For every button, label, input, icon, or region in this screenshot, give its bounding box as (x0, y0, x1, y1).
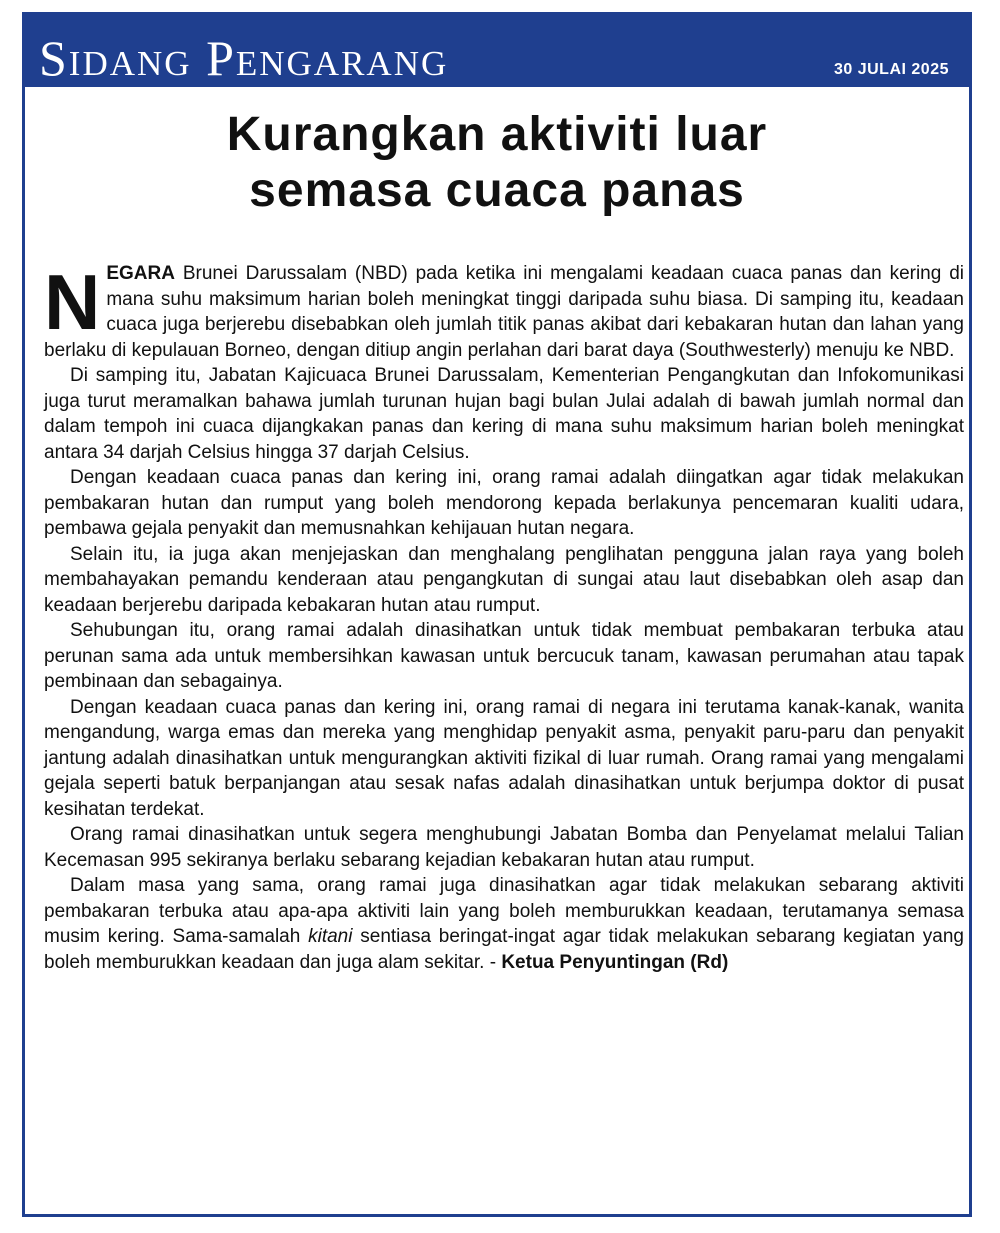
editorial-frame (22, 12, 972, 1217)
paragraph-1 (44, 258, 964, 363)
publication-date: 30 JULAI 2025 (833, 61, 949, 78)
masthead-title: Sidang Pengarang (39, 30, 449, 86)
paragraph-2: Di samping itu, Jabatan Kajicuaca Brunei Darussalam, Kementerian Pengangkutan dan Infokomunikasi juga turut meramalkan bahawa jumlah turunan hujan bagi bulan Julai adalah di bawah jumlah normal dan dalam tempoh ini cuaca dijangkakan panas dan kering di mana suhu maksimum harian boleh meningkat antara 34 darjah Celsius hingga 37 darjah Celsius. (44, 365, 964, 463)
paragraph-1-text: Brunei Darussalam (NBD) pada ketika ini mengalami keadaan cuaca panas dan kering di mana suhu maksimum harian boleh meningkat tinggi daripada suhu biasa. Di samping itu, keadaan cuaca juga berjerebu disebabkan oleh jumlah titik panas akibat dari kebakaran hutan dan lahan yang berlaku di kepulauan Borneo, dengan ditiup angin perlahan dari barat daya (Southwesterly) menuju ke NBD. (44, 263, 964, 361)
headline (25, 107, 969, 219)
paragraph-8 (44, 873, 964, 975)
headline-line-1: Kurangkan aktiviti luar (226, 108, 768, 161)
masthead-banner (25, 15, 969, 87)
paragraph-8-text-end: sentiasa beringat-ingat agar tidak melakukan sebarang kegiatan yang boleh memburukkan keadaan dan juga alam sekitar. - (44, 926, 964, 973)
paragraph-3: Dengan keadaan cuaca panas dan kering ini, orang ramai adalah diingatkan agar tidak melakukan pembakaran hutan dan rumput yang boleh mendorong kepada berlakunya pencemaran kualiti udara, pembawa gejala penyakit dan memusnahkan kehijauan hutan negara. (44, 467, 964, 539)
paragraph-8-text: Dalam masa yang sama, orang ramai juga dinasihatkan agar tidak melakukan sebarang aktiviti pembakaran terbuka atau apa-apa aktiviti lain yang boleh memburukkan keadaan, terutamanya semasa musim kering. Sama-samalah (44, 875, 964, 947)
paragraph-7: Orang ramai dinasihatkan untuk segera menghubungi Jabatan Bomba dan Penyelamat melalui Talian Kecemasan 995 sekiranya berlaku sebarang kejadian kebakaran hutan atau rumput. (44, 824, 964, 871)
lead-word: EGARA (106, 263, 175, 284)
drop-cap: N (44, 258, 101, 346)
italic-word: kitani (308, 926, 353, 947)
paragraph-6: Dengan keadaan cuaca panas dan kering ini, orang ramai di negara ini terutama kanak-kanak, wanita mengandung, warga emas dan mereka yang menghidap penyakit asma, penyakit paru-paru dan penyakit jantung adalah dinasihatkan untuk mengurangkan aktiviti fizikal di luar rumah. Orang ramai yang mengalami gejala seperti batuk berpanjangan atau sesak nafas adalah dinasihatkan untuk berjumpa doktor di pusat kesihatan terdekat. (44, 696, 964, 820)
paragraph-4: Selain itu, ia juga akan menjejaskan dan menghalang penglihatan pengguna jalan raya yang boleh membahayakan pemandu kenderaan atau pengangkutan di sungai atau laut disebabkan oleh asap dan keadaan berjerebu daripada kebakaran hutan atau rumput. (44, 543, 964, 616)
article-body (44, 258, 964, 975)
author-signature: Ketua Penyuntingan (Rd) (501, 951, 729, 973)
paragraph-5: Sehubungan itu, orang ramai adalah dinasihatkan untuk tidak membuat pembakaran terbuka atau perunan sama ada untuk membersihkan kawasan untuk bercucuk tanam, kawasan perumahan atau tapak pembinaan dan sebagainya. (44, 620, 964, 692)
headline-line-2: semasa cuaca panas (249, 164, 745, 217)
